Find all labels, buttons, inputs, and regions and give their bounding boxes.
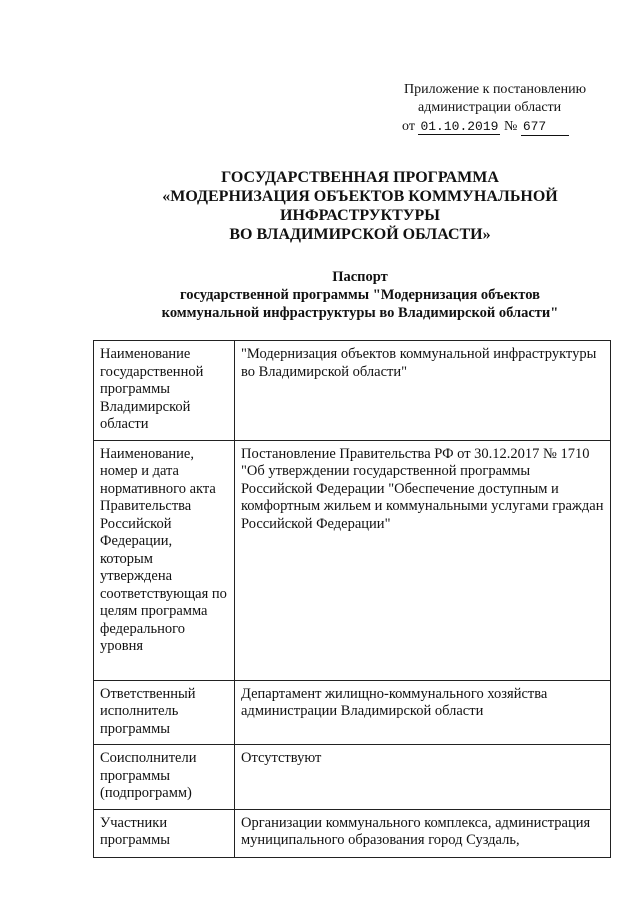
row-value: Департамент жилищно-коммунального хозяйства администрации Владимирской области [241,685,548,719]
program-title-line: «МОДЕРНИЗАЦИЯ ОБЪЕКТОВ КОММУНАЛЬНОЙ [162,188,558,205]
row-label-cell [94,341,235,441]
row-value-cell [235,680,611,745]
table-row [94,745,611,810]
row-label: Ответственный исполнитель программы [100,685,196,737]
row-value: "Модернизация объектов коммунальной инфраструктуры во Владимирской области" [241,346,597,380]
table-row [94,440,611,680]
row-value-cell [235,745,611,810]
row-value-cell [235,440,611,680]
passport-heading: Паспорт [332,269,388,285]
row-value: Организации коммунального комплекса, администрация муниципального образования город Суздаль, [241,814,591,848]
program-title-line: ВО ВЛАДИМИРСКОЙ ОБЛАСТИ» [229,226,491,243]
passport-subheading-line: государственной программы "Модернизация объектов [180,287,540,303]
passport-subheading-line: коммунальной инфраструктуры во Владимирской области" [161,305,559,321]
row-label-cell [94,680,235,745]
table-row [94,341,611,441]
appendix-from: от [402,119,415,134]
program-title [150,168,570,244]
row-label-cell [94,440,235,680]
appendix-number: 677 [521,118,569,136]
table-row [94,809,611,857]
appendix-line-3 [402,118,569,136]
appendix-line-1: Приложение к постановлению [404,82,587,97]
appendix-number-sign: № [503,119,518,134]
passport-heading-block [130,268,590,322]
row-value-cell [235,809,611,857]
row-label: Соисполнители программы (подпрограмм) [100,750,197,801]
row-value: Постановление Правительства РФ от 30.12.2017 № 1710 "Об утверждении государственной программы Российской Федерации "Обеспечение доступным и комфортным жильем и коммунальными услугами граждан Российской Федерации" [241,445,604,532]
row-label: Участники программы [100,814,170,848]
table-row [94,680,611,745]
row-value: Отсутствуют [241,750,322,766]
program-title-line: ИНФРАСТРУКТУРЫ [280,207,440,224]
program-title-line: ГОСУДАРСТВЕННАЯ ПРОГРАММА [221,169,499,186]
row-label-cell [94,809,235,857]
row-value-cell [235,341,611,441]
row-label: Наименование, номер и дата нормативного акта Правительства Российской Федерации, которым утверждена соответствующая по целям программа федерального уровня [100,445,227,654]
row-label-cell [94,745,235,810]
appendix-date: 01.10.2019 [420,119,499,134]
appendix-line-2: администрации области [418,100,562,115]
passport-table [93,340,611,858]
row-label: Наименование государственной программы Владимирской области [100,346,204,432]
